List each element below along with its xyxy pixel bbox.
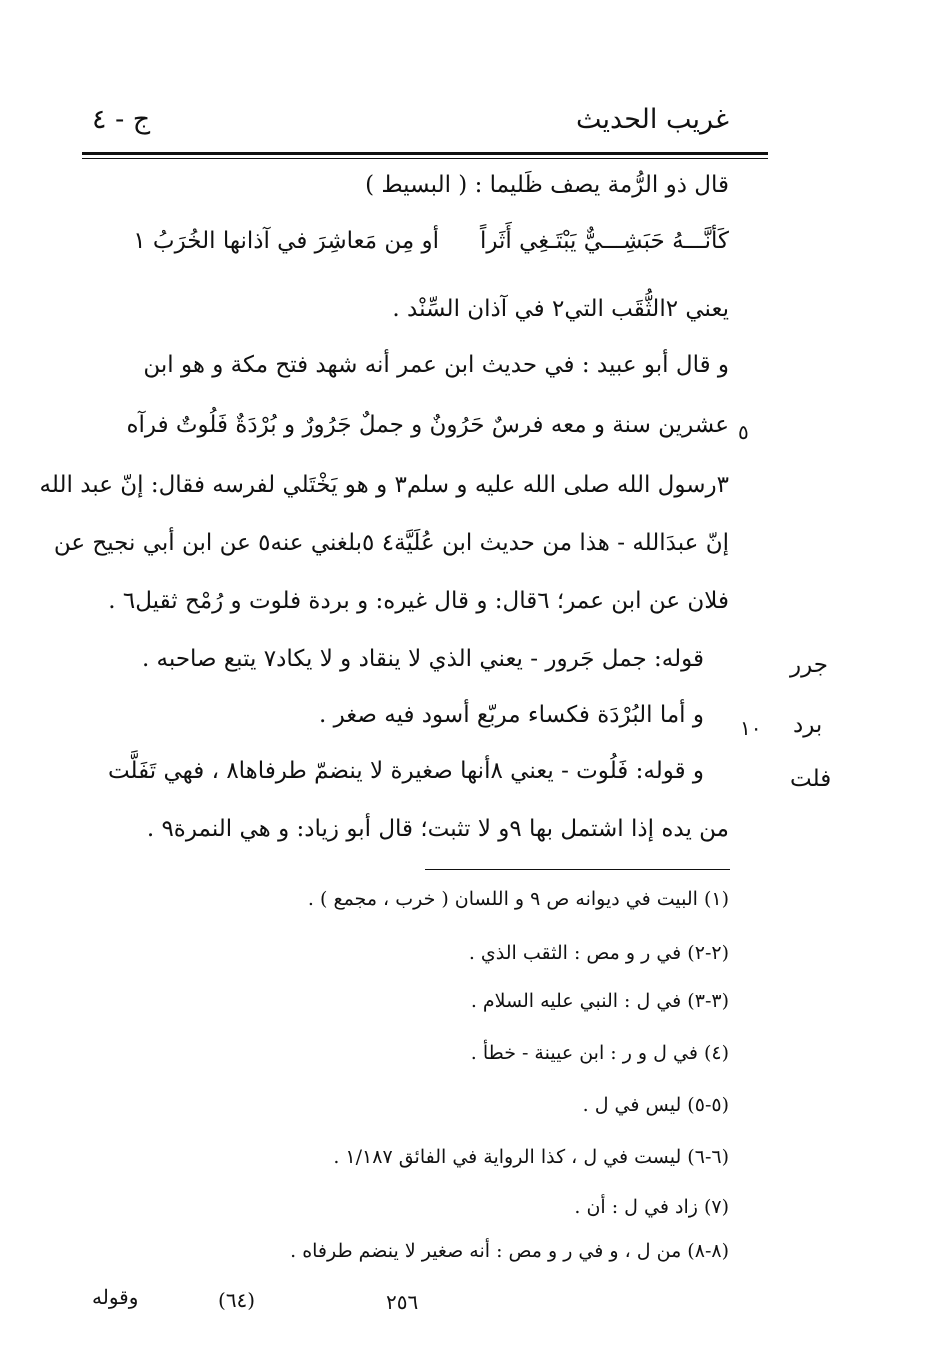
footnote-rule: [425, 869, 730, 870]
footnote-4: (٤) في ل و ر : ابن عيينة - خطأ .: [470, 1042, 729, 1064]
verse-hemistich-second: أو مِن مَعاشِرَ في آذانها الخُرَبُ ١: [133, 228, 439, 254]
margin-keyword-brd: برد: [793, 712, 823, 738]
footnote-1: (١) البيت في ديوانه ص ٩ و اللسان ( خرب ، مجمع ) .: [307, 888, 729, 910]
page-number: ٢٥٦: [386, 1290, 419, 1314]
body-line-5: فلان عن ابن عمر؛ ٦قال: و قال غيره: و بردة فلوت و رُمْح ثقيل٦ .: [108, 588, 729, 614]
body-line-1: و قال أبو عبيد : في حديث ابن عمر أنه شهد فتح مكة و هو ابن: [143, 352, 729, 378]
footnote-5: (٥-٥) ليس في ل .: [582, 1094, 729, 1116]
line-number-5: ٥: [738, 420, 749, 444]
verse-intro: قال ذو الرُّمة يصف ظَليما : ( البسيط ): [365, 172, 729, 198]
header-rule-thin: [82, 158, 768, 159]
footnote-6: (٦-٦) ليست في ل ، كذا الرواية في الفائق ١/١٨٧ .: [333, 1146, 729, 1168]
footnote-7: (٧) زاد في ل : أن .: [574, 1196, 729, 1218]
running-title: غريب الحديث: [576, 104, 729, 135]
line-number-10: ١٠: [740, 716, 762, 740]
volume-label: ج - ٤: [92, 104, 151, 135]
verse-hemistich-first: كَأنَّـــهُ حَبَشِـــيٌّ يَبْتَـغِي أَثَراً: [479, 228, 729, 254]
body-line-8: و قوله: فَلُوت - يعني ٨أنها صغيرة لا ينضمّ طرفاها٨ ، فهي تَفَلَّت: [107, 758, 704, 784]
body-line-9: من يده إذا اشتمل بها ٩و لا تثبت؛ قال أبو زياد: و هي النمرة٩ .: [146, 816, 729, 842]
footnote-8: (٨-٨) من ل ، و في ر و مص : أنه صغير لا ينضم طرفاه .: [290, 1240, 729, 1262]
body-line-4: إنّ عبدَالله - هذا من حديث ابن عُلَيَّة٤ ٥بلغني عنه٥ عن ابن أبي نجيح عن: [53, 530, 729, 556]
margin-keyword-jrr: جرر: [790, 652, 829, 678]
signature-mark: (٦٤): [218, 1288, 256, 1312]
footnote-2: (٢-٢) في ر و مص : الثقب الذي .: [468, 942, 729, 964]
body-line-6: قوله: جمل جَرور - يعني الذي لا ينقاد و لا يكاد٧ يتبع صاحبه .: [141, 646, 704, 672]
body-line-2: عشرين سنة و معه فرسٌ حَرُونٌ و جملٌ جَرُورٌ و بُرْدَةٌ فَلُوتٌ فرآه: [126, 412, 729, 438]
margin-keyword-flt: فلت: [790, 766, 832, 792]
body-line-7: و أما البُرْدَة فكساء مربّع أسود فيه صغر .: [318, 702, 704, 728]
catchword: وقوله: [92, 1285, 139, 1309]
header-rule-thick: [82, 152, 768, 155]
footnote-3: (٣-٣) في ل : النبي عليه السلام .: [470, 990, 729, 1012]
verse-gloss: يعني ٢الثُّقَب التي٢ في آذان السِّنْد .: [392, 296, 729, 322]
body-line-3: ٣رسول الله صلى الله عليه و سلم٣ و هو يَخْتَلي لفرسه فقال: إنّ عبد الله: [39, 472, 729, 498]
